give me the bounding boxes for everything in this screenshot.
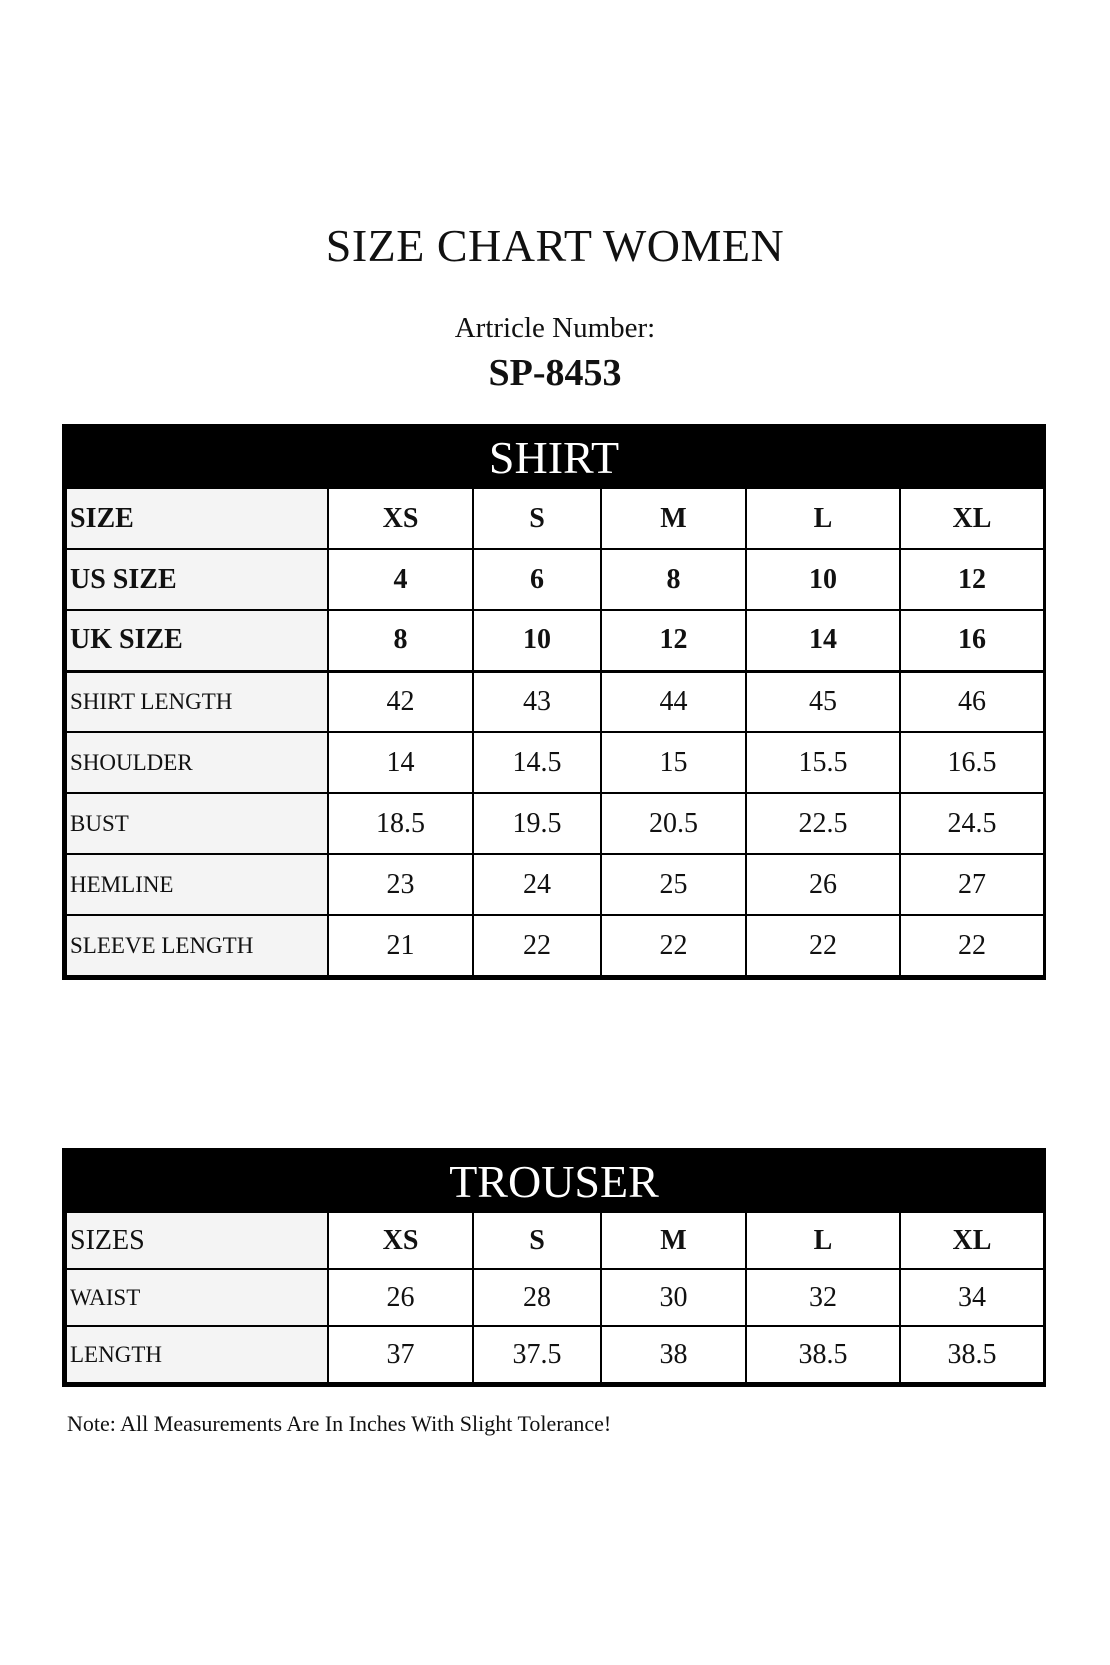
row-label: US SIZE bbox=[66, 549, 328, 610]
trouser-header: TROUSER bbox=[65, 1151, 1043, 1211]
table-row bbox=[66, 732, 1044, 793]
table-cell: 45 bbox=[746, 671, 900, 732]
row-label: SHIRT LENGTH bbox=[66, 671, 328, 732]
row-label: SIZES bbox=[66, 1212, 328, 1269]
table-cell: 34 bbox=[900, 1269, 1044, 1326]
table-cell: 19.5 bbox=[473, 793, 601, 854]
table-cell: 38 bbox=[601, 1326, 746, 1383]
table-cell: 38.5 bbox=[746, 1326, 900, 1383]
row-label: WAIST bbox=[66, 1269, 328, 1326]
column-header: XS bbox=[328, 488, 473, 549]
column-header: S bbox=[473, 488, 601, 549]
column-header: L bbox=[746, 488, 900, 549]
row-label: HEMLINE bbox=[66, 854, 328, 915]
table-cell: 42 bbox=[328, 671, 473, 732]
table-row bbox=[66, 1212, 1044, 1269]
table-row bbox=[66, 671, 1044, 732]
table-row bbox=[66, 1326, 1044, 1383]
table-cell: 16.5 bbox=[900, 732, 1044, 793]
table-cell: 6 bbox=[473, 549, 601, 610]
table-cell: 22.5 bbox=[746, 793, 900, 854]
table-row bbox=[66, 854, 1044, 915]
column-header: L bbox=[746, 1212, 900, 1269]
table-cell: 25 bbox=[601, 854, 746, 915]
column-header: XL bbox=[900, 1212, 1044, 1269]
table-cell: 22 bbox=[473, 915, 601, 976]
table-cell: 22 bbox=[601, 915, 746, 976]
table-cell: 22 bbox=[900, 915, 1044, 976]
table-cell: 26 bbox=[328, 1269, 473, 1326]
table-cell: 38.5 bbox=[900, 1326, 1044, 1383]
article-number: SP-8453 bbox=[488, 352, 622, 394]
column-header: XL bbox=[900, 488, 1044, 549]
row-label: SHOULDER bbox=[66, 732, 328, 793]
table-cell: 12 bbox=[900, 549, 1044, 610]
column-header: XS bbox=[328, 1212, 473, 1269]
measurement-note: Note: All Measurements Are In Inches With Slight Tolerance! bbox=[67, 1411, 612, 1436]
table-cell: 26 bbox=[746, 854, 900, 915]
table-row bbox=[66, 488, 1044, 549]
table-cell: 12 bbox=[601, 610, 746, 671]
row-label: SLEEVE LENGTH bbox=[66, 915, 328, 976]
trouser-table bbox=[65, 1211, 1045, 1384]
table-cell: 14 bbox=[328, 732, 473, 793]
table-cell: 37 bbox=[328, 1326, 473, 1383]
table-cell: 14.5 bbox=[473, 732, 601, 793]
table-cell: 10 bbox=[473, 610, 601, 671]
table-row bbox=[66, 610, 1044, 671]
table-cell: 14 bbox=[746, 610, 900, 671]
row-label: BUST bbox=[66, 793, 328, 854]
table-cell: 15.5 bbox=[746, 732, 900, 793]
column-header: M bbox=[601, 1212, 746, 1269]
table-cell: 21 bbox=[328, 915, 473, 976]
table-cell: 46 bbox=[900, 671, 1044, 732]
table-cell: 20.5 bbox=[601, 793, 746, 854]
table-cell: 43 bbox=[473, 671, 601, 732]
table-cell: 37.5 bbox=[473, 1326, 601, 1383]
table-cell: 24 bbox=[473, 854, 601, 915]
table-cell: 23 bbox=[328, 854, 473, 915]
table-row bbox=[66, 915, 1044, 976]
table-cell: 18.5 bbox=[328, 793, 473, 854]
table-cell: 32 bbox=[746, 1269, 900, 1326]
table-cell: 24.5 bbox=[900, 793, 1044, 854]
table-cell: 22 bbox=[746, 915, 900, 976]
table-cell: 10 bbox=[746, 549, 900, 610]
trouser-size-chart bbox=[62, 1148, 1046, 1387]
table-row bbox=[66, 549, 1044, 610]
column-header: S bbox=[473, 1212, 601, 1269]
table-cell: 27 bbox=[900, 854, 1044, 915]
table-row bbox=[66, 1269, 1044, 1326]
row-label: LENGTH bbox=[66, 1326, 328, 1383]
table-cell: 44 bbox=[601, 671, 746, 732]
table-cell: 15 bbox=[601, 732, 746, 793]
shirt-header: SHIRT bbox=[65, 427, 1043, 487]
row-label: UK SIZE bbox=[66, 610, 328, 671]
table-cell: 8 bbox=[328, 610, 473, 671]
page-title: SIZE CHART WOMEN bbox=[325, 220, 785, 271]
table-cell: 8 bbox=[601, 549, 746, 610]
shirt-size-chart bbox=[62, 424, 1046, 980]
table-cell: 4 bbox=[328, 549, 473, 610]
table-cell: 30 bbox=[601, 1269, 746, 1326]
table-cell: 16 bbox=[900, 610, 1044, 671]
table-row bbox=[66, 793, 1044, 854]
shirt-table bbox=[65, 487, 1045, 977]
row-label: SIZE bbox=[66, 488, 328, 549]
table-cell: 28 bbox=[473, 1269, 601, 1326]
article-number-label: Artricle Number: bbox=[454, 312, 656, 344]
column-header: M bbox=[601, 488, 746, 549]
